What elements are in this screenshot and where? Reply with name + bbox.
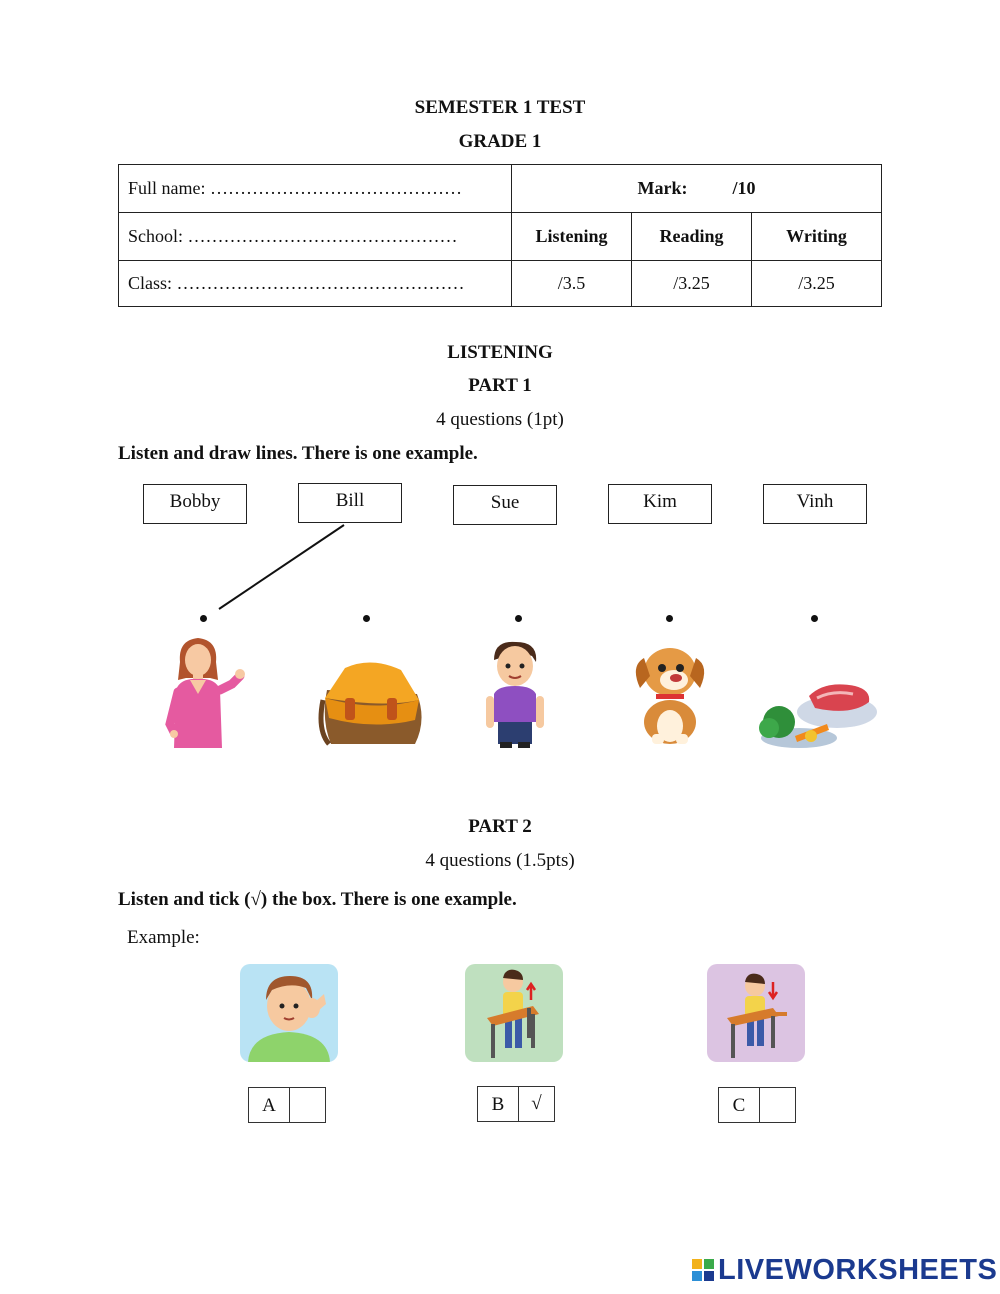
match-dot[interactable]: [666, 615, 673, 622]
name-box-sue[interactable]: Sue: [453, 485, 557, 525]
school-bag-picture: [315, 660, 427, 748]
boy-picture: [480, 638, 550, 750]
name-box-bobby[interactable]: Bobby: [143, 484, 247, 524]
school-field[interactable]: School: ………………………………………: [119, 213, 512, 261]
teacher-picture: [160, 632, 250, 750]
option-a-tickbox[interactable]: [248, 1087, 326, 1123]
match-dot[interactable]: [811, 615, 818, 622]
writing-score[interactable]: /3.25: [752, 261, 882, 307]
listening-header: Listening: [512, 213, 632, 261]
name-box-bill[interactable]: Bill: [298, 483, 402, 523]
writing-header: Writing: [752, 213, 882, 261]
option-b-tickbox[interactable]: [477, 1086, 555, 1122]
match-dot[interactable]: [200, 615, 207, 622]
dog-picture: [630, 636, 710, 748]
option-a-picture: [240, 964, 338, 1062]
part1-title: PART 1: [468, 375, 532, 396]
match-dot[interactable]: [515, 615, 522, 622]
mark-total: /10: [732, 178, 756, 198]
part1-questions: 4 questions (1pt): [436, 409, 564, 430]
option-b-letter: B: [478, 1087, 519, 1121]
option-b-picture: [465, 964, 563, 1062]
option-c-letter: C: [719, 1088, 760, 1122]
food-picture: [755, 676, 880, 750]
liveworksheets-logo: [692, 1252, 997, 1288]
mark-label: Mark:: [637, 178, 688, 198]
listening-score[interactable]: /3.5: [512, 261, 632, 307]
test-title: SEMESTER 1 TEST: [414, 97, 586, 118]
option-a-letter: A: [249, 1088, 290, 1122]
match-dot[interactable]: [363, 615, 370, 622]
option-a-tick[interactable]: [290, 1088, 325, 1122]
example-label: Example:: [127, 927, 200, 948]
listening-title: LISTENING: [447, 342, 553, 363]
full-name-field[interactable]: Full name: ……………………………………: [119, 165, 512, 213]
part1-instruction: Listen and draw lines. There is one example.: [118, 443, 478, 464]
logo-mark-icon: [692, 1259, 714, 1281]
name-box-kim[interactable]: Kim: [608, 484, 712, 524]
option-b-tick[interactable]: √: [531, 1093, 542, 1114]
part2-title: PART 2: [468, 816, 532, 837]
part2-instruction: Listen and tick (√) the box. There is one example.: [118, 889, 517, 910]
class-field[interactable]: Class: …………………………………………: [119, 261, 512, 307]
reading-header: Reading: [632, 213, 752, 261]
grade-title: GRADE 1: [458, 131, 542, 152]
option-c-picture: [707, 964, 805, 1062]
option-c-tick[interactable]: [760, 1088, 795, 1122]
reading-score[interactable]: /3.25: [632, 261, 752, 307]
brand-name: LIVEWORKSHEETS: [718, 1253, 998, 1286]
part2-questions: 4 questions (1.5pts): [425, 850, 575, 871]
option-c-tickbox[interactable]: [718, 1087, 796, 1123]
name-box-vinh[interactable]: Vinh: [763, 484, 867, 524]
